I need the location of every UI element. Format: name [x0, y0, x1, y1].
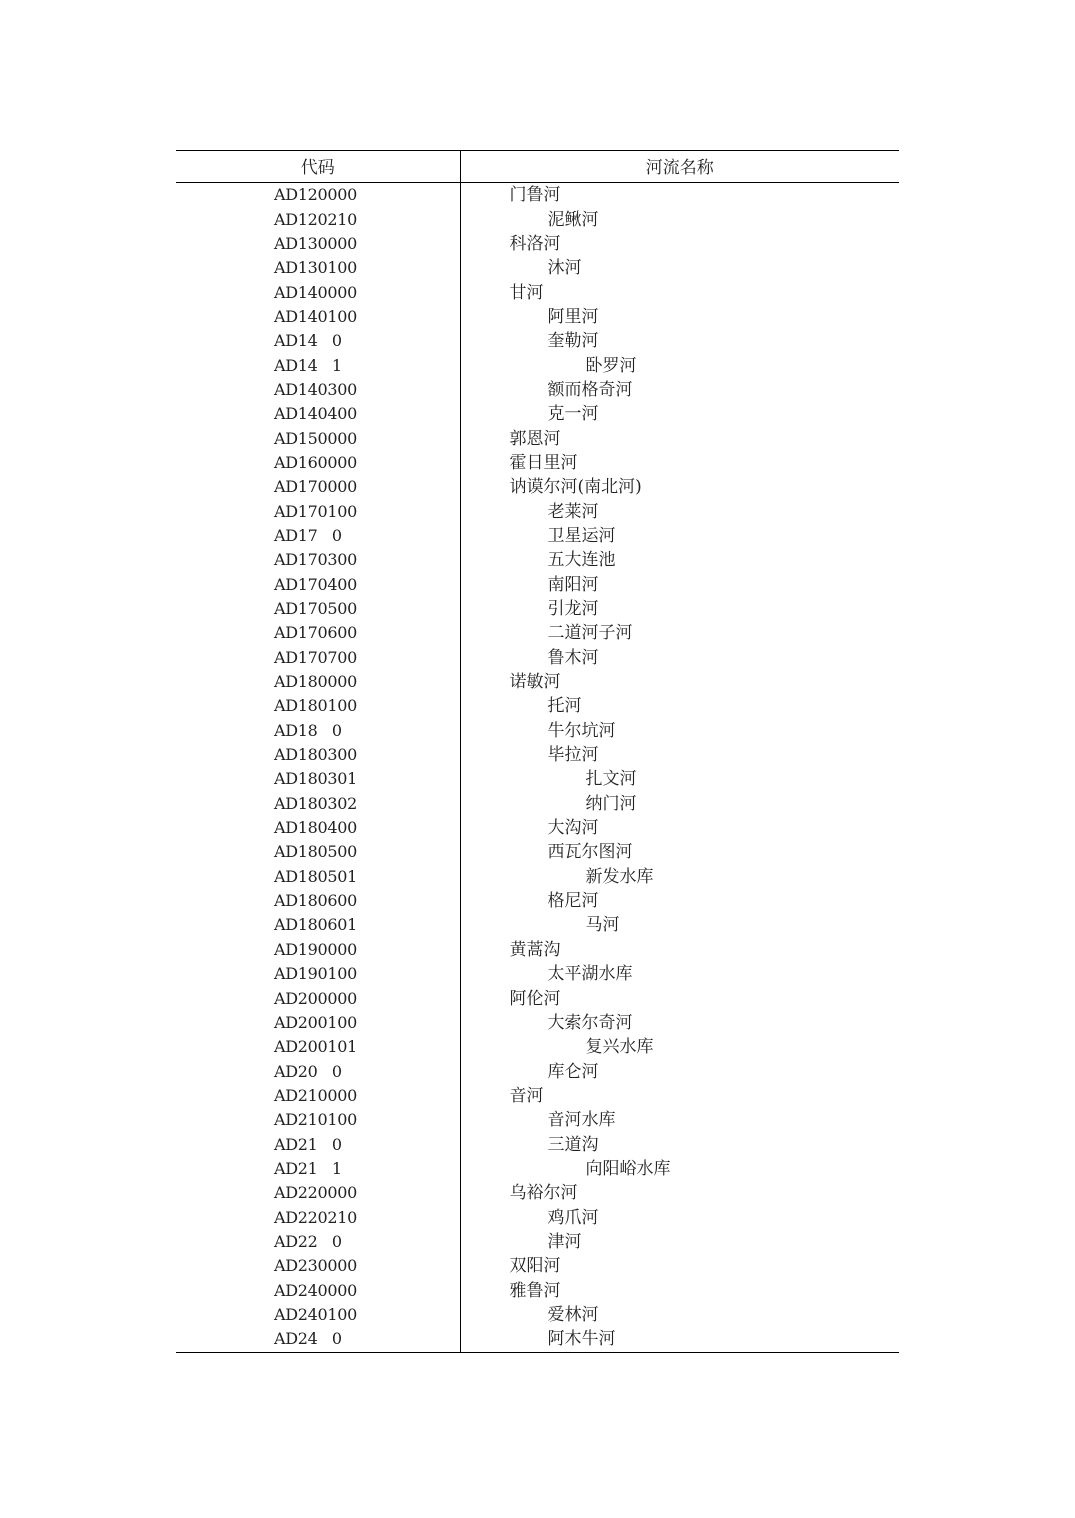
river-name-cell: [460, 816, 899, 840]
river-code-cell: AD180302: [176, 792, 460, 816]
table-row: [176, 1059, 899, 1083]
river-name-text: 爱林河: [547, 1304, 599, 1325]
river-code-cell: AD180100: [176, 694, 460, 718]
river-code-cell: AD180301: [176, 767, 460, 791]
river-name-text: 科洛河: [509, 233, 561, 254]
table-row: [176, 1254, 899, 1278]
river-name-cell: [460, 426, 899, 450]
table-row: [176, 938, 899, 962]
river-name-text: 霍日里河: [509, 452, 578, 473]
river-name-cell: [460, 597, 899, 621]
river-name-text: 奎勒河: [547, 331, 599, 352]
river-name-cell: [460, 280, 899, 304]
river-code-table-container: [176, 150, 899, 1353]
river-name-cell: [460, 524, 899, 548]
table-row: [176, 475, 899, 499]
river-name-cell: [460, 1108, 899, 1132]
river-code-cell: AD14 0: [176, 329, 460, 353]
table-row: [176, 1205, 899, 1229]
river-code-cell: AD190000: [176, 938, 460, 962]
river-name-text: 卫星运河: [547, 525, 616, 546]
river-name-cell: [460, 183, 899, 208]
column-header-code: 代码: [176, 151, 460, 183]
river-name-cell: [460, 986, 899, 1010]
river-name-cell: [460, 743, 899, 767]
river-name-text: 克一河: [547, 404, 599, 425]
river-name-text: 新发水库: [585, 866, 654, 887]
river-name-cell: [460, 1059, 899, 1083]
river-code-cell: AD180600: [176, 889, 460, 913]
river-code-cell: AD140000: [176, 280, 460, 304]
river-name-cell: [460, 621, 899, 645]
river-code-cell: AD170700: [176, 646, 460, 670]
river-name-cell: [460, 1132, 899, 1156]
river-code-cell: AD180400: [176, 816, 460, 840]
river-code-cell: AD18 0: [176, 719, 460, 743]
river-code-cell: AD240000: [176, 1278, 460, 1302]
river-code-cell: AD170600: [176, 621, 460, 645]
river-name-cell: [460, 232, 899, 256]
river-code-cell: AD20 0: [176, 1059, 460, 1083]
river-name-text: 讷谟尔河(南北河): [509, 477, 642, 498]
table-row: [176, 840, 899, 864]
table-row: [176, 792, 899, 816]
table-row: [176, 573, 899, 597]
river-name-cell: [460, 1084, 899, 1108]
table-row: [176, 1011, 899, 1035]
river-name-text: 门鲁河: [509, 185, 561, 206]
river-name-cell: [460, 1205, 899, 1229]
table-header-row: [176, 151, 899, 183]
river-code-cell: AD14 1: [176, 353, 460, 377]
table-row: [176, 1278, 899, 1302]
table-row: [176, 426, 899, 450]
table-row: [176, 1108, 899, 1132]
river-code-cell: AD200101: [176, 1035, 460, 1059]
river-name-text: 卧罗河: [585, 355, 637, 376]
table-body: [176, 183, 899, 1353]
river-code-cell: AD160000: [176, 451, 460, 475]
table-row: [176, 1230, 899, 1254]
river-name-cell: [460, 1181, 899, 1205]
table-row: [176, 451, 899, 475]
river-code-cell: AD170100: [176, 499, 460, 523]
river-name-text: 诺敏河: [509, 672, 561, 693]
table-row: [176, 670, 899, 694]
river-name-text: 鲁木河: [547, 647, 599, 668]
river-code-cell: AD150000: [176, 426, 460, 450]
river-name-cell: [460, 207, 899, 231]
river-name-cell: [460, 670, 899, 694]
river-code-cell: AD180300: [176, 743, 460, 767]
river-name-cell: [460, 1011, 899, 1035]
river-name-cell: [460, 1327, 899, 1352]
river-name-text: 音河水库: [547, 1110, 616, 1131]
river-code-cell: AD170400: [176, 573, 460, 597]
river-name-text: 向阳峪水库: [585, 1158, 671, 1179]
river-name-cell: [460, 256, 899, 280]
table-row: [176, 767, 899, 791]
river-name-text: 泥鳅河: [547, 209, 599, 230]
table-row: [176, 280, 899, 304]
river-name-cell: [460, 694, 899, 718]
river-code-table: [176, 150, 899, 1353]
table-row: [176, 621, 899, 645]
river-code-cell: AD200100: [176, 1011, 460, 1035]
table-row: [176, 305, 899, 329]
river-name-cell: [460, 938, 899, 962]
river-name-cell: [460, 1303, 899, 1327]
river-name-text: 大索尔奇河: [547, 1012, 633, 1033]
river-code-cell: AD140300: [176, 378, 460, 402]
river-name-text: 毕拉河: [547, 745, 599, 766]
river-name-text: 阿伦河: [509, 988, 561, 1009]
river-name-text: 阿木牛河: [547, 1329, 616, 1350]
river-code-cell: AD140100: [176, 305, 460, 329]
river-code-cell: AD22 0: [176, 1230, 460, 1254]
river-name-cell: [460, 451, 899, 475]
river-code-cell: AD180601: [176, 913, 460, 937]
table-row: [176, 256, 899, 280]
river-name-cell: [460, 1035, 899, 1059]
river-name-cell: [460, 499, 899, 523]
table-row: [176, 865, 899, 889]
river-name-cell: [460, 1157, 899, 1181]
river-name-cell: [460, 1278, 899, 1302]
table-row: [176, 548, 899, 572]
river-name-text: 甘河: [509, 282, 544, 303]
river-name-text: 马河: [585, 915, 620, 936]
river-code-cell: AD190100: [176, 962, 460, 986]
river-name-cell: [460, 719, 899, 743]
river-name-cell: [460, 475, 899, 499]
table-row: [176, 402, 899, 426]
river-name-text: 三道沟: [547, 1134, 599, 1155]
river-name-cell: [460, 1254, 899, 1278]
table-row: [176, 183, 899, 208]
river-code-cell: AD230000: [176, 1254, 460, 1278]
river-code-cell: AD210000: [176, 1084, 460, 1108]
table-row: [176, 1303, 899, 1327]
table-row: [176, 1132, 899, 1156]
river-name-cell: [460, 792, 899, 816]
river-name-cell: [460, 402, 899, 426]
river-name-text: 库仑河: [547, 1061, 599, 1082]
river-code-cell: AD24 0: [176, 1327, 460, 1352]
river-name-text: 牛尔坑河: [547, 720, 616, 741]
table-row: [176, 889, 899, 913]
river-name-text: 南阳河: [547, 574, 599, 595]
river-code-cell: AD130100: [176, 256, 460, 280]
table-row: [176, 913, 899, 937]
table-row: [176, 694, 899, 718]
river-name-text: 太平湖水库: [547, 964, 633, 985]
table-row: [176, 329, 899, 353]
river-name-text: 扎文河: [585, 769, 637, 790]
river-code-cell: AD180500: [176, 840, 460, 864]
table-row: [176, 646, 899, 670]
river-name-cell: [460, 329, 899, 353]
river-code-cell: AD200000: [176, 986, 460, 1010]
table-row: [176, 597, 899, 621]
table-row: [176, 232, 899, 256]
river-name-text: 乌裕尔河: [509, 1183, 578, 1204]
table-row: [176, 1157, 899, 1181]
river-name-text: 复兴水库: [585, 1037, 654, 1058]
river-name-cell: [460, 767, 899, 791]
river-code-cell: AD17 0: [176, 524, 460, 548]
river-code-cell: AD210100: [176, 1108, 460, 1132]
river-code-cell: AD140400: [176, 402, 460, 426]
river-name-text: 引龙河: [547, 599, 599, 620]
table-row: [176, 816, 899, 840]
river-name-cell: [460, 889, 899, 913]
river-name-text: 格尼河: [547, 891, 599, 912]
table-row: [176, 378, 899, 402]
river-code-cell: AD120210: [176, 207, 460, 231]
river-code-cell: AD170000: [176, 475, 460, 499]
table-row: [176, 962, 899, 986]
river-code-cell: AD21 0: [176, 1132, 460, 1156]
river-name-cell: [460, 865, 899, 889]
river-name-cell: [460, 913, 899, 937]
river-name-cell: [460, 573, 899, 597]
river-name-text: 鸡爪河: [547, 1207, 599, 1228]
river-name-text: 二道河子河: [547, 623, 633, 644]
river-code-cell: AD21 1: [176, 1157, 460, 1181]
river-name-cell: [460, 305, 899, 329]
river-code-cell: AD180501: [176, 865, 460, 889]
river-code-cell: AD240100: [176, 1303, 460, 1327]
river-code-cell: AD170500: [176, 597, 460, 621]
table-row: [176, 524, 899, 548]
river-name-cell: [460, 646, 899, 670]
table-row: [176, 1035, 899, 1059]
column-header-river-name: 河流名称: [645, 158, 714, 178]
river-name-text: 纳门河: [585, 793, 637, 814]
table-row: [176, 353, 899, 377]
river-name-text: 额而格奇河: [547, 379, 633, 400]
river-name-text: 音河: [509, 1085, 544, 1106]
river-name-text: 老莱河: [547, 501, 599, 522]
river-code-cell: AD170300: [176, 548, 460, 572]
river-code-cell: AD220210: [176, 1205, 460, 1229]
river-name-text: 五大连池: [547, 550, 616, 571]
river-code-cell: AD180000: [176, 670, 460, 694]
river-name-text: 阿里河: [547, 306, 599, 327]
river-name-cell: [460, 1230, 899, 1254]
river-code-cell: AD220000: [176, 1181, 460, 1205]
river-name-text: 黄蒿沟: [509, 939, 561, 960]
river-name-cell: [460, 840, 899, 864]
table-row: [176, 1084, 899, 1108]
river-name-cell: [460, 353, 899, 377]
river-name-cell: [460, 548, 899, 572]
river-name-text: 托河: [547, 696, 582, 717]
river-name-text: 大沟河: [547, 818, 599, 839]
table-row: [176, 207, 899, 231]
table-row: [176, 743, 899, 767]
table-row: [176, 1327, 899, 1352]
river-name-text: 津河: [547, 1231, 582, 1252]
river-name-text: 郭恩河: [509, 428, 561, 449]
table-row: [176, 719, 899, 743]
river-name-cell: [460, 962, 899, 986]
river-name-text: 双阳河: [509, 1256, 561, 1277]
river-code-cell: AD120000: [176, 183, 460, 208]
river-name-text: 西瓦尔图河: [547, 842, 633, 863]
table-row: [176, 986, 899, 1010]
river-name-text: 沐河: [547, 258, 582, 279]
table-row: [176, 499, 899, 523]
river-code-cell: AD130000: [176, 232, 460, 256]
table-row: [176, 1181, 899, 1205]
river-name-cell: [460, 378, 899, 402]
river-name-text: 雅鲁河: [509, 1280, 561, 1301]
